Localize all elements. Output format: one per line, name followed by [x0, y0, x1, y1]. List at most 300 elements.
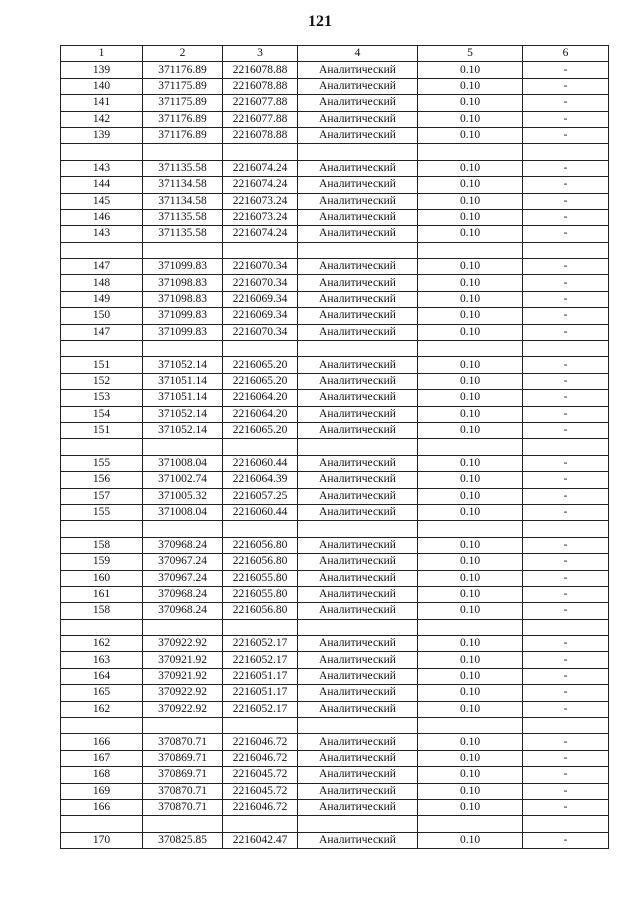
empty-cell	[223, 816, 298, 832]
x-coordinate-cell: 370870.71	[143, 799, 223, 815]
header-cell-method: 4	[298, 46, 418, 62]
note-cell: -	[523, 127, 609, 143]
coordinates-table	[60, 45, 609, 849]
table-row	[61, 390, 609, 406]
x-coordinate-cell: 370921.92	[143, 652, 223, 668]
x-coordinate-cell: 371176.89	[143, 62, 223, 78]
method-cell: Аналитический	[298, 226, 418, 242]
empty-cell	[298, 242, 418, 258]
note-cell: -	[523, 652, 609, 668]
empty-cell	[61, 521, 143, 537]
table-row	[61, 177, 609, 193]
table-row	[61, 767, 609, 783]
empty-cell	[298, 144, 418, 160]
point-number-cell: 151	[61, 422, 143, 438]
method-cell: Аналитический	[298, 783, 418, 799]
note-cell: -	[523, 554, 609, 570]
y-coordinate-cell: 2216051.17	[223, 685, 298, 701]
table-row	[61, 636, 609, 652]
separator-row	[61, 521, 609, 537]
header-cell-y: 3	[223, 46, 298, 62]
accuracy-cell: 0.10	[418, 586, 523, 602]
accuracy-cell: 0.10	[418, 799, 523, 815]
accuracy-cell: 0.10	[418, 226, 523, 242]
accuracy-cell: 0.10	[418, 78, 523, 94]
point-number-cell: 156	[61, 472, 143, 488]
accuracy-cell: 0.10	[418, 406, 523, 422]
empty-cell	[61, 439, 143, 455]
note-cell: -	[523, 226, 609, 242]
x-coordinate-cell: 370825.85	[143, 832, 223, 848]
point-number-cell: 147	[61, 324, 143, 340]
note-cell: -	[523, 668, 609, 684]
y-coordinate-cell: 2216056.80	[223, 537, 298, 553]
accuracy-cell: 0.10	[418, 652, 523, 668]
accuracy-cell: 0.10	[418, 685, 523, 701]
x-coordinate-cell: 370922.92	[143, 636, 223, 652]
note-cell: -	[523, 701, 609, 717]
empty-cell	[223, 439, 298, 455]
point-number-cell: 166	[61, 734, 143, 750]
x-coordinate-cell: 371135.58	[143, 226, 223, 242]
note-cell: -	[523, 750, 609, 766]
empty-cell	[143, 619, 223, 635]
note-cell: -	[523, 570, 609, 586]
empty-cell	[418, 521, 523, 537]
table-row	[61, 701, 609, 717]
y-coordinate-cell: 2216055.80	[223, 570, 298, 586]
method-cell: Аналитический	[298, 62, 418, 78]
accuracy-cell: 0.10	[418, 488, 523, 504]
y-coordinate-cell: 2216065.20	[223, 373, 298, 389]
note-cell: -	[523, 767, 609, 783]
empty-cell	[418, 242, 523, 258]
point-number-cell: 146	[61, 209, 143, 225]
empty-cell	[523, 619, 609, 635]
table-row	[61, 603, 609, 619]
y-coordinate-cell: 2216078.88	[223, 78, 298, 94]
table-row	[61, 111, 609, 127]
y-coordinate-cell: 2216051.17	[223, 668, 298, 684]
method-cell: Аналитический	[298, 455, 418, 471]
note-cell: -	[523, 455, 609, 471]
y-coordinate-cell: 2216074.24	[223, 160, 298, 176]
method-cell: Аналитический	[298, 259, 418, 275]
point-number-cell: 169	[61, 783, 143, 799]
note-cell: -	[523, 636, 609, 652]
table-row	[61, 127, 609, 143]
note-cell: -	[523, 390, 609, 406]
y-coordinate-cell: 2216060.44	[223, 455, 298, 471]
table-row	[61, 62, 609, 78]
note-cell: -	[523, 209, 609, 225]
x-coordinate-cell: 371051.14	[143, 373, 223, 389]
table-row	[61, 291, 609, 307]
x-coordinate-cell: 370967.24	[143, 554, 223, 570]
point-number-cell: 155	[61, 455, 143, 471]
accuracy-cell: 0.10	[418, 160, 523, 176]
table-header-row	[61, 46, 609, 62]
x-coordinate-cell: 371134.58	[143, 177, 223, 193]
empty-cell	[298, 619, 418, 635]
empty-cell	[223, 718, 298, 734]
x-coordinate-cell: 371175.89	[143, 95, 223, 111]
coordinates-table-body	[61, 46, 609, 849]
method-cell: Аналитический	[298, 554, 418, 570]
method-cell: Аналитический	[298, 668, 418, 684]
y-coordinate-cell: 2216070.34	[223, 275, 298, 291]
empty-cell	[143, 242, 223, 258]
y-coordinate-cell: 2216056.80	[223, 554, 298, 570]
empty-cell	[418, 619, 523, 635]
empty-cell	[418, 341, 523, 357]
table-row	[61, 275, 609, 291]
table-row	[61, 455, 609, 471]
x-coordinate-cell: 370870.71	[143, 783, 223, 799]
table-row	[61, 685, 609, 701]
point-number-cell: 160	[61, 570, 143, 586]
method-cell: Аналитический	[298, 472, 418, 488]
x-coordinate-cell: 370968.24	[143, 586, 223, 602]
empty-cell	[418, 144, 523, 160]
accuracy-cell: 0.10	[418, 455, 523, 471]
empty-cell	[298, 341, 418, 357]
y-coordinate-cell: 2216056.80	[223, 603, 298, 619]
empty-cell	[523, 816, 609, 832]
accuracy-cell: 0.10	[418, 603, 523, 619]
separator-row	[61, 242, 609, 258]
accuracy-cell: 0.10	[418, 209, 523, 225]
method-cell: Аналитический	[298, 570, 418, 586]
point-number-cell: 162	[61, 636, 143, 652]
x-coordinate-cell: 370922.92	[143, 685, 223, 701]
note-cell: -	[523, 275, 609, 291]
empty-cell	[223, 341, 298, 357]
table-row	[61, 95, 609, 111]
point-number-cell: 161	[61, 586, 143, 602]
x-coordinate-cell: 371176.89	[143, 127, 223, 143]
y-coordinate-cell: 2216077.88	[223, 95, 298, 111]
method-cell: Аналитический	[298, 111, 418, 127]
point-number-cell: 142	[61, 111, 143, 127]
x-coordinate-cell: 370968.24	[143, 537, 223, 553]
note-cell: -	[523, 586, 609, 602]
point-number-cell: 148	[61, 275, 143, 291]
y-coordinate-cell: 2216064.20	[223, 406, 298, 422]
note-cell: -	[523, 783, 609, 799]
accuracy-cell: 0.10	[418, 259, 523, 275]
point-number-cell: 162	[61, 701, 143, 717]
empty-cell	[143, 521, 223, 537]
y-coordinate-cell: 2216045.72	[223, 783, 298, 799]
empty-cell	[523, 718, 609, 734]
table-row	[61, 504, 609, 520]
empty-cell	[298, 521, 418, 537]
empty-cell	[298, 816, 418, 832]
y-coordinate-cell: 2216065.20	[223, 422, 298, 438]
table-row	[61, 472, 609, 488]
point-number-cell: 143	[61, 226, 143, 242]
point-number-cell: 163	[61, 652, 143, 668]
x-coordinate-cell: 371098.83	[143, 291, 223, 307]
empty-cell	[523, 439, 609, 455]
accuracy-cell: 0.10	[418, 291, 523, 307]
method-cell: Аналитический	[298, 537, 418, 553]
y-coordinate-cell: 2216065.20	[223, 357, 298, 373]
point-number-cell: 143	[61, 160, 143, 176]
x-coordinate-cell: 371008.04	[143, 504, 223, 520]
method-cell: Аналитический	[298, 193, 418, 209]
x-coordinate-cell: 371005.32	[143, 488, 223, 504]
table-row	[61, 422, 609, 438]
note-cell: -	[523, 95, 609, 111]
empty-cell	[143, 341, 223, 357]
header-cell-accuracy: 5	[418, 46, 523, 62]
point-number-cell: 157	[61, 488, 143, 504]
accuracy-cell: 0.10	[418, 357, 523, 373]
method-cell: Аналитический	[298, 488, 418, 504]
accuracy-cell: 0.10	[418, 750, 523, 766]
method-cell: Аналитический	[298, 406, 418, 422]
point-number-cell: 170	[61, 832, 143, 848]
x-coordinate-cell: 370922.92	[143, 701, 223, 717]
method-cell: Аналитический	[298, 308, 418, 324]
table-row	[61, 324, 609, 340]
method-cell: Аналитический	[298, 177, 418, 193]
table-row	[61, 570, 609, 586]
note-cell: -	[523, 357, 609, 373]
empty-cell	[223, 619, 298, 635]
point-number-cell: 152	[61, 373, 143, 389]
table-row	[61, 652, 609, 668]
x-coordinate-cell: 371098.83	[143, 275, 223, 291]
point-number-cell: 151	[61, 357, 143, 373]
separator-row	[61, 718, 609, 734]
accuracy-cell: 0.10	[418, 111, 523, 127]
table-row	[61, 357, 609, 373]
page-number: 121	[308, 13, 332, 30]
y-coordinate-cell: 2216046.72	[223, 799, 298, 815]
empty-cell	[223, 521, 298, 537]
empty-cell	[223, 242, 298, 258]
y-coordinate-cell: 2216052.17	[223, 701, 298, 717]
x-coordinate-cell: 370870.71	[143, 734, 223, 750]
accuracy-cell: 0.10	[418, 767, 523, 783]
accuracy-cell: 0.10	[418, 390, 523, 406]
empty-cell	[298, 718, 418, 734]
method-cell: Аналитический	[298, 636, 418, 652]
x-coordinate-cell: 371099.83	[143, 324, 223, 340]
accuracy-cell: 0.10	[418, 95, 523, 111]
accuracy-cell: 0.10	[418, 570, 523, 586]
y-coordinate-cell: 2216046.72	[223, 734, 298, 750]
y-coordinate-cell: 2216073.24	[223, 209, 298, 225]
method-cell: Аналитический	[298, 586, 418, 602]
table-row	[61, 373, 609, 389]
empty-cell	[61, 242, 143, 258]
y-coordinate-cell: 2216064.20	[223, 390, 298, 406]
point-number-cell: 167	[61, 750, 143, 766]
note-cell: -	[523, 62, 609, 78]
y-coordinate-cell: 2216069.34	[223, 291, 298, 307]
x-coordinate-cell: 371008.04	[143, 455, 223, 471]
point-number-cell: 139	[61, 62, 143, 78]
note-cell: -	[523, 291, 609, 307]
y-coordinate-cell: 2216077.88	[223, 111, 298, 127]
method-cell: Аналитический	[298, 767, 418, 783]
point-number-cell: 153	[61, 390, 143, 406]
empty-cell	[298, 439, 418, 455]
y-coordinate-cell: 2216073.24	[223, 193, 298, 209]
method-cell: Аналитический	[298, 209, 418, 225]
note-cell: -	[523, 685, 609, 701]
separator-row	[61, 816, 609, 832]
y-coordinate-cell: 2216042.47	[223, 832, 298, 848]
x-coordinate-cell: 370869.71	[143, 750, 223, 766]
note-cell: -	[523, 259, 609, 275]
point-number-cell: 155	[61, 504, 143, 520]
table-row	[61, 586, 609, 602]
y-coordinate-cell: 2216057.25	[223, 488, 298, 504]
x-coordinate-cell: 371099.83	[143, 308, 223, 324]
point-number-cell: 149	[61, 291, 143, 307]
table-row	[61, 734, 609, 750]
accuracy-cell: 0.10	[418, 504, 523, 520]
note-cell: -	[523, 488, 609, 504]
method-cell: Аналитический	[298, 603, 418, 619]
point-number-cell: 141	[61, 95, 143, 111]
table-row	[61, 160, 609, 176]
method-cell: Аналитический	[298, 291, 418, 307]
table-row	[61, 209, 609, 225]
y-coordinate-cell: 2216069.34	[223, 308, 298, 324]
y-coordinate-cell: 2216055.80	[223, 586, 298, 602]
method-cell: Аналитический	[298, 357, 418, 373]
point-number-cell: 139	[61, 127, 143, 143]
accuracy-cell: 0.10	[418, 701, 523, 717]
method-cell: Аналитический	[298, 652, 418, 668]
accuracy-cell: 0.10	[418, 324, 523, 340]
accuracy-cell: 0.10	[418, 127, 523, 143]
y-coordinate-cell: 2216078.88	[223, 62, 298, 78]
note-cell: -	[523, 734, 609, 750]
method-cell: Аналитический	[298, 750, 418, 766]
point-number-cell: 150	[61, 308, 143, 324]
note-cell: -	[523, 111, 609, 127]
accuracy-cell: 0.10	[418, 308, 523, 324]
empty-cell	[418, 816, 523, 832]
x-coordinate-cell: 371052.14	[143, 357, 223, 373]
method-cell: Аналитический	[298, 127, 418, 143]
empty-cell	[418, 718, 523, 734]
note-cell: -	[523, 160, 609, 176]
method-cell: Аналитический	[298, 685, 418, 701]
point-number-cell: 166	[61, 799, 143, 815]
x-coordinate-cell: 371176.89	[143, 111, 223, 127]
note-cell: -	[523, 603, 609, 619]
method-cell: Аналитический	[298, 275, 418, 291]
empty-cell	[523, 144, 609, 160]
accuracy-cell: 0.10	[418, 275, 523, 291]
note-cell: -	[523, 799, 609, 815]
x-coordinate-cell: 371135.58	[143, 209, 223, 225]
x-coordinate-cell: 370967.24	[143, 570, 223, 586]
table-row	[61, 193, 609, 209]
accuracy-cell: 0.10	[418, 422, 523, 438]
x-coordinate-cell: 370869.71	[143, 767, 223, 783]
point-number-cell: 168	[61, 767, 143, 783]
method-cell: Аналитический	[298, 701, 418, 717]
method-cell: Аналитический	[298, 373, 418, 389]
empty-cell	[143, 816, 223, 832]
separator-row	[61, 144, 609, 160]
empty-cell	[61, 341, 143, 357]
point-number-cell: 145	[61, 193, 143, 209]
method-cell: Аналитический	[298, 95, 418, 111]
separator-row	[61, 341, 609, 357]
accuracy-cell: 0.10	[418, 62, 523, 78]
method-cell: Аналитический	[298, 390, 418, 406]
point-number-cell: 154	[61, 406, 143, 422]
accuracy-cell: 0.10	[418, 193, 523, 209]
method-cell: Аналитический	[298, 504, 418, 520]
x-coordinate-cell: 370968.24	[143, 603, 223, 619]
empty-cell	[418, 439, 523, 455]
empty-cell	[223, 144, 298, 160]
accuracy-cell: 0.10	[418, 537, 523, 553]
method-cell: Аналитический	[298, 160, 418, 176]
x-coordinate-cell: 371134.58	[143, 193, 223, 209]
x-coordinate-cell: 371052.14	[143, 422, 223, 438]
accuracy-cell: 0.10	[418, 734, 523, 750]
table-row	[61, 537, 609, 553]
table-row	[61, 259, 609, 275]
y-coordinate-cell: 2216064.39	[223, 472, 298, 488]
y-coordinate-cell: 2216052.17	[223, 652, 298, 668]
table-row	[61, 750, 609, 766]
x-coordinate-cell: 370921.92	[143, 668, 223, 684]
empty-cell	[523, 341, 609, 357]
x-coordinate-cell: 371052.14	[143, 406, 223, 422]
y-coordinate-cell: 2216070.34	[223, 324, 298, 340]
point-number-cell: 158	[61, 537, 143, 553]
empty-cell	[61, 718, 143, 734]
accuracy-cell: 0.10	[418, 783, 523, 799]
point-number-cell: 144	[61, 177, 143, 193]
table-row	[61, 668, 609, 684]
note-cell: -	[523, 472, 609, 488]
y-coordinate-cell: 2216074.24	[223, 226, 298, 242]
point-number-cell: 165	[61, 685, 143, 701]
x-coordinate-cell: 371002.74	[143, 472, 223, 488]
table-row	[61, 226, 609, 242]
note-cell: -	[523, 177, 609, 193]
accuracy-cell: 0.10	[418, 373, 523, 389]
x-coordinate-cell: 371099.83	[143, 259, 223, 275]
y-coordinate-cell: 2216074.24	[223, 177, 298, 193]
empty-cell	[61, 144, 143, 160]
note-cell: -	[523, 373, 609, 389]
point-number-cell: 164	[61, 668, 143, 684]
method-cell: Аналитический	[298, 799, 418, 815]
note-cell: -	[523, 504, 609, 520]
empty-cell	[61, 619, 143, 635]
method-cell: Аналитический	[298, 78, 418, 94]
empty-cell	[523, 521, 609, 537]
empty-cell	[143, 718, 223, 734]
header-cell-x: 2	[143, 46, 223, 62]
table-row	[61, 488, 609, 504]
